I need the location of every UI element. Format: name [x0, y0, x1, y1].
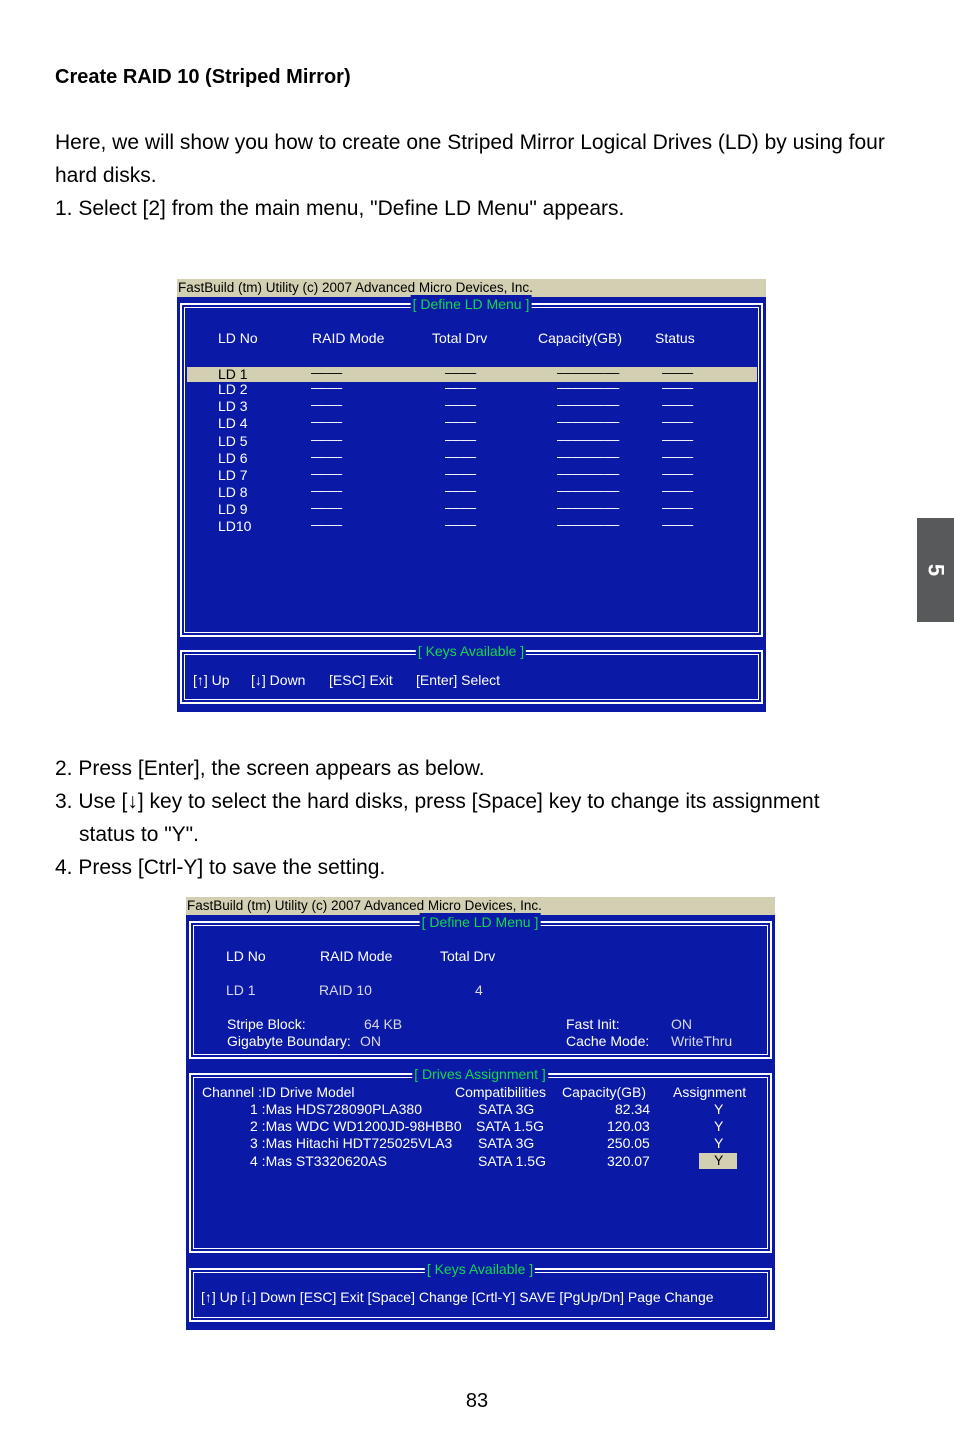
gigabyte-boundary-label: Gigabyte Boundary:	[227, 1033, 351, 1049]
raid-mode-cell: ––––	[311, 396, 343, 412]
total-drv-cell: ––––	[445, 516, 477, 532]
raid-mode-cell: ––––	[311, 364, 343, 380]
header-ld-no: LD No	[226, 948, 266, 964]
define-ld-menu-title: [ Define LD Menu ]	[421, 914, 539, 930]
define-ld-menu-title: [ Define LD Menu ]	[412, 296, 530, 312]
assignment-cell[interactable]: Y	[714, 1101, 724, 1117]
status-cell: ––––	[662, 431, 694, 447]
ld-no-cell: LD10	[218, 518, 252, 534]
header-channel-id-drive-model: Channel :ID Drive Model	[202, 1084, 355, 1100]
header-capacity: Capacity(GB)	[562, 1084, 647, 1100]
fast-init-value[interactable]: ON	[671, 1016, 692, 1032]
ld-no-cell: LD 8	[218, 484, 248, 500]
ld-no-cell: LD 3	[218, 398, 248, 414]
fast-init-label: Fast Init:	[566, 1016, 620, 1032]
capacity-cell: 250.05	[607, 1135, 650, 1151]
total-drv-cell: ––––	[445, 465, 477, 481]
status-cell: ––––	[662, 379, 694, 395]
raid-mode-cell: ––––	[311, 482, 343, 498]
capacity-cell: 320.07	[607, 1153, 650, 1169]
step-3-text	[55, 785, 905, 851]
drive-id-model-cell: 4 :Mas ST3320620AS	[250, 1153, 387, 1169]
cache-mode-label: Cache Mode:	[566, 1033, 650, 1049]
page-number: 83	[465, 1390, 489, 1412]
header-capacity: Capacity(GB)	[538, 330, 623, 346]
compatibility-cell: SATA 1.5G	[476, 1118, 544, 1134]
intro-paragraph	[55, 126, 905, 225]
header-total-drv: Total Drv	[432, 330, 488, 346]
key-down: [↓] Down	[251, 672, 306, 688]
raid-mode-cell: ––––	[311, 465, 343, 481]
drives-assignment-screen	[186, 897, 775, 1330]
step-3-line-2: status to "Y".	[79, 823, 199, 846]
step-3-line-1: 3. Use [↓] key to select the hard disks, press [Space] key to change its assignment	[55, 790, 820, 813]
capacity-cell: 82.34	[615, 1101, 651, 1117]
ld-no-cell: LD 6	[218, 450, 248, 466]
raid-mode-cell: ––––	[311, 379, 343, 395]
gigabyte-boundary-value[interactable]: ON	[360, 1033, 381, 1049]
total-drv-cell: ––––	[445, 448, 477, 464]
total-drv-cell: ––––	[445, 431, 477, 447]
assignment-cell[interactable]: Y	[714, 1118, 724, 1134]
capacity-cell: ––––––––	[557, 516, 620, 532]
keys-line: [↑] Up [↓] Down [ESC] Exit [Space] Change [Crtl-Y] SAVE [PgUp/Dn] Page Change	[201, 1289, 714, 1305]
stripe-block-value[interactable]: 64 KB	[364, 1016, 403, 1032]
ld-no-cell: LD 2	[218, 381, 248, 397]
key-exit: [ESC] Exit	[329, 672, 393, 688]
drives-assignment-title: [ Drives Assignment ]	[414, 1066, 546, 1082]
chapter-tab	[917, 518, 954, 622]
total-drv-cell: ––––	[445, 413, 477, 429]
raid-mode-cell: ––––	[311, 413, 343, 429]
ld-no-cell: LD 9	[218, 501, 248, 517]
header-total-drv: Total Drv	[440, 948, 496, 964]
ld-no-value: LD 1	[226, 982, 256, 998]
define-ld-menu-screen	[177, 279, 766, 712]
status-cell: ––––	[662, 499, 694, 515]
total-drv-cell: ––––	[445, 364, 477, 380]
bios-title-bar: FastBuild (tm) Utility (c) 2007 Advanced Micro Devices, Inc.	[177, 279, 766, 297]
capacity-cell: ––––––––	[557, 465, 620, 481]
capacity-cell: ––––––––	[557, 482, 620, 498]
step-1-text: 1. Select [2] from the main menu, "Define LD Menu" appears.	[55, 197, 625, 220]
drive-id-model-cell: 2 :Mas WDC WD1200JD-98HBB0	[250, 1118, 462, 1134]
chapter-number: 5	[923, 563, 949, 577]
header-raid-mode: RAID Mode	[312, 330, 385, 346]
drive-id-model-cell: 3 :Mas Hitachi HDT725025VLA3	[250, 1135, 453, 1151]
steps-paragraph	[55, 752, 905, 884]
total-drv-cell: ––––	[445, 379, 477, 395]
capacity-cell: ––––––––	[557, 431, 620, 447]
ld-no-cell: LD 5	[218, 433, 248, 449]
header-assignment: Assignment	[673, 1084, 747, 1100]
raid-mode-cell: ––––	[311, 516, 343, 532]
raid-mode-cell: ––––	[311, 448, 343, 464]
status-cell: ––––	[662, 364, 694, 380]
status-cell: ––––	[662, 413, 694, 429]
intro-text: Here, we will show you how to create one Striped Mirror Logical Drives (LD) by using four hard disks.	[55, 131, 885, 187]
key-select: [Enter] Select	[416, 672, 501, 688]
status-cell: ––––	[662, 396, 694, 412]
ld-no-cell: LD 4	[218, 415, 248, 431]
capacity-cell: ––––––––	[557, 499, 620, 515]
compatibility-cell: SATA 1.5G	[478, 1153, 546, 1169]
status-cell: ––––	[662, 516, 694, 532]
assignment-selected-highlight[interactable]	[699, 1153, 737, 1169]
header-status: Status	[655, 330, 695, 346]
assignment-cell: Y	[714, 1152, 724, 1168]
keys-available-title: [ Keys Available ]	[426, 1261, 534, 1277]
step-4-text: 4. Press [Ctrl-Y] to save the setting.	[55, 856, 386, 879]
cache-mode-value[interactable]: WriteThru	[671, 1033, 733, 1049]
section-heading: Create RAID 10 (Striped Mirror)	[55, 66, 351, 88]
key-up: [↑] Up	[193, 672, 230, 688]
capacity-cell: ––––––––	[557, 396, 620, 412]
raid-mode-cell: ––––	[311, 499, 343, 515]
raid-mode-cell: ––––	[311, 431, 343, 447]
total-drv-cell: ––––	[445, 482, 477, 498]
status-cell: ––––	[662, 448, 694, 464]
total-drv-value[interactable]: 4	[475, 982, 483, 998]
assignment-cell[interactable]: Y	[714, 1135, 724, 1151]
header-compatibilities: Compatibilities	[455, 1084, 547, 1100]
ld-no-cell: LD 1	[218, 366, 248, 382]
total-drv-cell: ––––	[445, 499, 477, 515]
capacity-cell: ––––––––	[557, 413, 620, 429]
header-ld-no: LD No	[218, 330, 258, 346]
raid-mode-value[interactable]: RAID 10	[319, 982, 372, 998]
capacity-cell: ––––––––	[557, 379, 620, 395]
ld-no-cell: LD 7	[218, 467, 248, 483]
compatibility-cell: SATA 3G	[478, 1101, 535, 1117]
header-raid-mode: RAID Mode	[320, 948, 393, 964]
drive-id-model-cell: 1 :Mas HDS728090PLA380	[250, 1101, 422, 1117]
keys-available-title: [ Keys Available ]	[417, 643, 525, 659]
bios-title-bar: FastBuild (tm) Utility (c) 2007 Advanced Micro Devices, Inc.	[186, 897, 775, 915]
total-drv-cell: ––––	[445, 396, 477, 412]
capacity-cell: ––––––––	[557, 448, 620, 464]
capacity-cell: ––––––––	[557, 364, 620, 380]
step-2-text: 2. Press [Enter], the screen appears as below.	[55, 757, 485, 780]
status-cell: ––––	[662, 482, 694, 498]
capacity-cell: 120.03	[607, 1118, 650, 1134]
compatibility-cell: SATA 3G	[478, 1135, 535, 1151]
stripe-block-label: Stripe Block:	[227, 1016, 306, 1032]
status-cell: ––––	[662, 465, 694, 481]
